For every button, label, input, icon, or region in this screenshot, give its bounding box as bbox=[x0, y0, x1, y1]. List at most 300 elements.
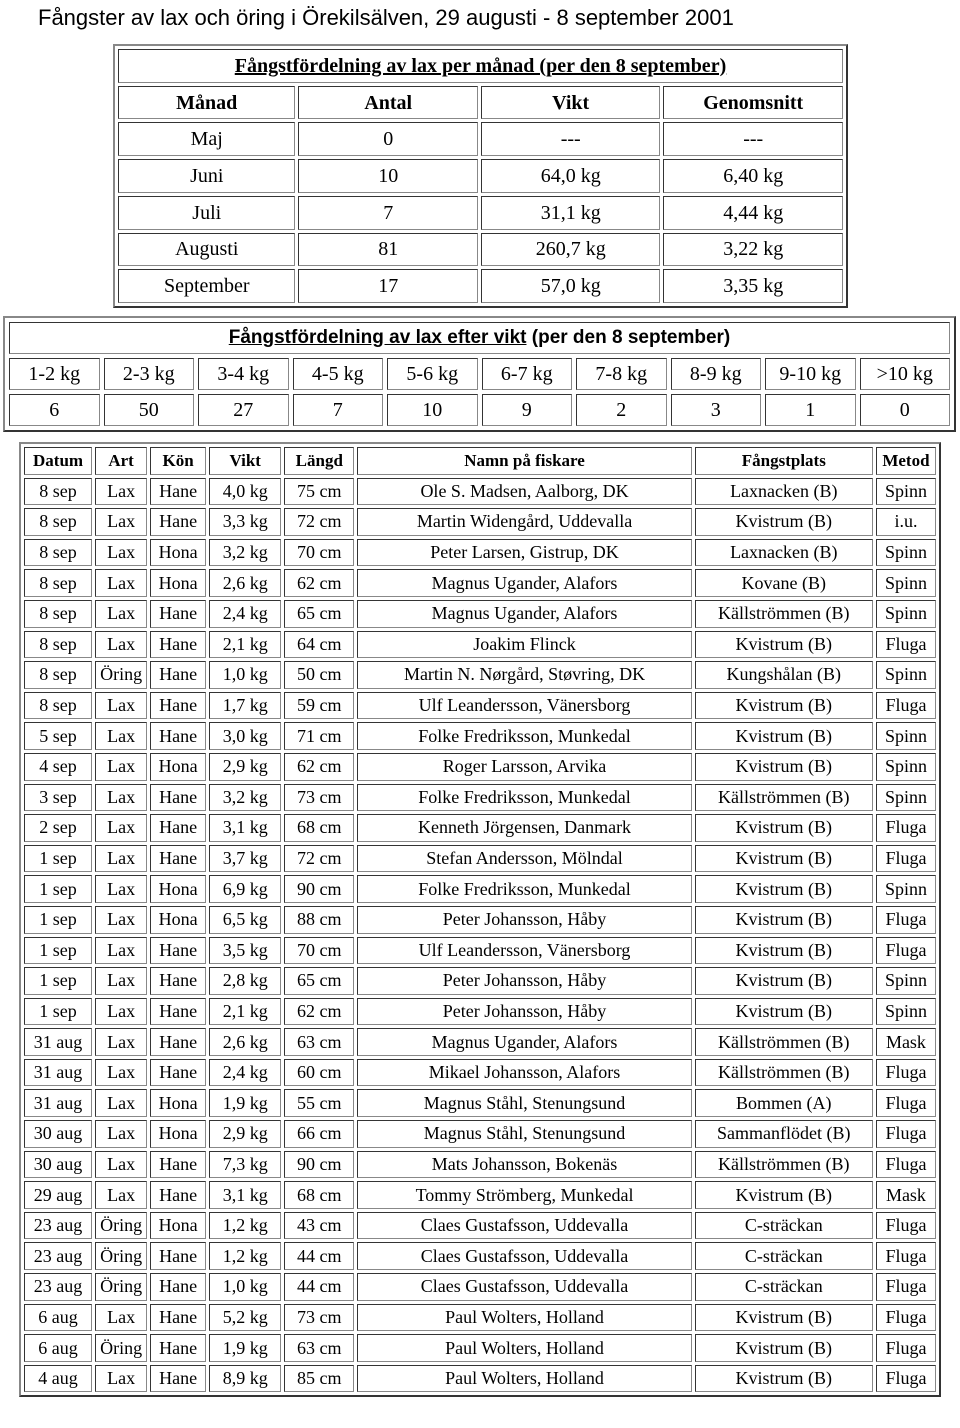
month-table-cell: 81 bbox=[298, 233, 477, 267]
catch-table-cell: 2,6 kg bbox=[209, 1028, 281, 1056]
catch-table-header: Längd bbox=[284, 447, 354, 475]
catch-table-cell: Martin N. Nørgård, Støvring, DK bbox=[357, 661, 691, 689]
catch-table-cell: 2,4 kg bbox=[209, 1059, 281, 1087]
catch-table-cell: Hona bbox=[150, 906, 206, 934]
catch-table-cell: Kvistrum (B) bbox=[695, 998, 873, 1026]
month-table-row bbox=[118, 196, 843, 230]
catch-table-cell: Källströmmen (B) bbox=[695, 1151, 873, 1179]
catch-table-cell: 2,9 kg bbox=[209, 753, 281, 781]
catch-table-cell: Sammanflödet (B) bbox=[695, 1120, 873, 1148]
catch-table-row bbox=[24, 1212, 936, 1240]
catch-table-cell: Fluga bbox=[876, 1059, 936, 1087]
catch-table-row bbox=[24, 1304, 936, 1332]
catch-table-cell: Fluga bbox=[876, 937, 936, 965]
catch-table-cell: 62 cm bbox=[284, 998, 354, 1026]
catch-table-cell: Laxnacken (B) bbox=[695, 539, 873, 567]
catch-table-cell: 3,2 kg bbox=[209, 539, 281, 567]
catch-table-cell: 50 cm bbox=[284, 661, 354, 689]
catch-table-cell: 64 cm bbox=[284, 631, 354, 659]
catch-table-cell: 90 cm bbox=[284, 1151, 354, 1179]
catch-table-cell: Hane bbox=[150, 1242, 206, 1270]
catch-table-cell: Bommen (A) bbox=[695, 1089, 873, 1117]
catch-table-cell: 1,2 kg bbox=[209, 1212, 281, 1240]
catch-table-cell: Lax bbox=[95, 478, 147, 506]
catch-table-cell: Fluga bbox=[876, 1273, 936, 1301]
catch-table-cell: Spinn bbox=[876, 600, 936, 628]
weight-count-cell: 3 bbox=[671, 394, 762, 426]
month-table-cell: --- bbox=[663, 122, 843, 156]
catch-table-cell: 88 cm bbox=[284, 906, 354, 934]
catch-table-cell: Kvistrum (B) bbox=[695, 1304, 873, 1332]
catch-table-cell: Mikael Johansson, Alafors bbox=[357, 1059, 691, 1087]
catch-table-cell: Lax bbox=[95, 1151, 147, 1179]
catch-table-cell: Lax bbox=[95, 1028, 147, 1056]
catch-table-cell: 8 sep bbox=[24, 631, 92, 659]
catch-table-cell: 44 cm bbox=[284, 1273, 354, 1301]
catch-table-cell: Fluga bbox=[876, 1365, 936, 1393]
month-table-cell: 64,0 kg bbox=[481, 159, 660, 193]
catch-table-header-row bbox=[24, 447, 936, 475]
month-table-body bbox=[118, 49, 843, 303]
catch-table-cell: Mask bbox=[876, 1028, 936, 1056]
catch-table-cell: Kungshålan (B) bbox=[695, 661, 873, 689]
catch-table-header: Datum bbox=[24, 447, 92, 475]
catch-table-cell: 55 cm bbox=[284, 1089, 354, 1117]
catch-table-cell: 4 aug bbox=[24, 1365, 92, 1393]
catch-table-cell: Lax bbox=[95, 692, 147, 720]
catch-table-row bbox=[24, 661, 936, 689]
catch-table-cell: Spinn bbox=[876, 539, 936, 567]
catch-table-row bbox=[24, 539, 936, 567]
catch-table-header: Art bbox=[95, 447, 147, 475]
catch-table-cell: 5 sep bbox=[24, 722, 92, 750]
catch-table-cell: Lax bbox=[95, 722, 147, 750]
month-table-cell: 31,1 kg bbox=[481, 196, 660, 230]
catch-table-cell: Lax bbox=[95, 875, 147, 903]
catch-table-cell: Hona bbox=[150, 1089, 206, 1117]
catch-table-cell: Lax bbox=[95, 569, 147, 597]
month-table-header-row bbox=[118, 86, 843, 120]
catch-table-cell: Hane bbox=[150, 998, 206, 1026]
catch-table-cell: Spinn bbox=[876, 661, 936, 689]
weight-table-caption-text: Fångstfördelning av lax efter vikt bbox=[228, 327, 527, 348]
catch-table-cell: 65 cm bbox=[284, 600, 354, 628]
catch-table-cell: 8,9 kg bbox=[209, 1365, 281, 1393]
catch-table-cell: Fluga bbox=[876, 845, 936, 873]
catch-table-cell: Kvistrum (B) bbox=[695, 937, 873, 965]
catch-table-cell: 72 cm bbox=[284, 508, 354, 536]
catch-table-cell: Hona bbox=[150, 1212, 206, 1240]
catch-table-cell: Hane bbox=[150, 631, 206, 659]
catch-table-cell: 85 cm bbox=[284, 1365, 354, 1393]
catch-table-cell: 65 cm bbox=[284, 967, 354, 995]
month-table-cell: 57,0 kg bbox=[481, 269, 660, 303]
catch-table-cell: Spinn bbox=[876, 753, 936, 781]
catch-table-cell: Magnus Ugander, Alafors bbox=[357, 569, 691, 597]
catch-table-cell: Ulf Leandersson, Vänersborg bbox=[357, 937, 691, 965]
catch-table-cell: 3,7 kg bbox=[209, 845, 281, 873]
catch-table-cell: Kvistrum (B) bbox=[695, 508, 873, 536]
catch-table-cell: Lax bbox=[95, 600, 147, 628]
catch-table-cell: Kvistrum (B) bbox=[695, 845, 873, 873]
weight-count-cell: 6 bbox=[9, 394, 100, 426]
month-table-cell: Augusti bbox=[118, 233, 295, 267]
catch-table-cell: 31 aug bbox=[24, 1059, 92, 1087]
catch-table-cell: Hane bbox=[150, 508, 206, 536]
catch-table-cell: Spinn bbox=[876, 722, 936, 750]
catch-table-cell: 8 sep bbox=[24, 539, 92, 567]
catch-table-cell: 31 aug bbox=[24, 1089, 92, 1117]
catch-table-cell: Fluga bbox=[876, 692, 936, 720]
catch-table-cell: 23 aug bbox=[24, 1242, 92, 1270]
month-table-cell: 3,22 kg bbox=[663, 233, 843, 267]
weight-class-cell: 6-7 kg bbox=[482, 358, 573, 390]
catch-table-cell: C-sträckan bbox=[695, 1242, 873, 1270]
catch-table-cell: Laxnacken (B) bbox=[695, 478, 873, 506]
weight-class-row bbox=[9, 358, 950, 390]
weight-class-cell: 4-5 kg bbox=[293, 358, 384, 390]
catch-table-cell: 31 aug bbox=[24, 1028, 92, 1056]
catch-table-cell: Folke Fredriksson, Munkedal bbox=[357, 722, 691, 750]
catch-table-cell: Stefan Andersson, Mölndal bbox=[357, 845, 691, 873]
month-table-caption-text: Fångstfördelning av lax per månad (per den 8 september) bbox=[234, 54, 727, 77]
catch-table-row bbox=[24, 569, 936, 597]
catch-table-cell: 6 aug bbox=[24, 1334, 92, 1362]
month-table-cell: --- bbox=[481, 122, 660, 156]
catch-list-table bbox=[19, 442, 941, 1397]
catch-table-cell: Spinn bbox=[876, 478, 936, 506]
catch-table-cell: 1,9 kg bbox=[209, 1334, 281, 1362]
catch-table-cell: Joakim Flinck bbox=[357, 631, 691, 659]
catch-table-cell: Kvistrum (B) bbox=[695, 631, 873, 659]
catch-table-cell: 8 sep bbox=[24, 661, 92, 689]
catch-table-cell: 8 sep bbox=[24, 692, 92, 720]
month-table-row bbox=[118, 159, 843, 193]
catch-table-cell: Magnus Ståhl, Stenungsund bbox=[357, 1089, 691, 1117]
catch-table-cell: Källströmmen (B) bbox=[695, 1059, 873, 1087]
catch-table-cell: Hane bbox=[150, 845, 206, 873]
catch-table-cell: Mask bbox=[876, 1181, 936, 1209]
catch-table-cell: Hona bbox=[150, 753, 206, 781]
catch-table-cell: Hane bbox=[150, 1273, 206, 1301]
weight-table-caption bbox=[9, 322, 950, 354]
catch-table-cell: 3 sep bbox=[24, 784, 92, 812]
catch-table-cell: Lax bbox=[95, 1120, 147, 1148]
catch-table-row bbox=[24, 692, 936, 720]
month-table-cell: 6,40 kg bbox=[663, 159, 843, 193]
catch-table-cell: 90 cm bbox=[284, 875, 354, 903]
catch-table-cell: Hane bbox=[150, 1181, 206, 1209]
catch-table-cell: Hane bbox=[150, 967, 206, 995]
catch-table-cell: Öring bbox=[95, 1212, 147, 1240]
catch-table-row bbox=[24, 1151, 936, 1179]
catch-table-cell: 30 aug bbox=[24, 1120, 92, 1148]
catch-table-cell: 72 cm bbox=[284, 845, 354, 873]
catch-table-cell: Hona bbox=[150, 539, 206, 567]
catch-table-cell: Lax bbox=[95, 784, 147, 812]
weight-class-cell: >10 kg bbox=[860, 358, 951, 390]
catch-table-cell: Hane bbox=[150, 814, 206, 842]
catch-table-row bbox=[24, 937, 936, 965]
month-table-cell: 4,44 kg bbox=[663, 196, 843, 230]
catch-table-cell: Hane bbox=[150, 1151, 206, 1179]
catch-table-cell: Kovane (B) bbox=[695, 569, 873, 597]
catch-table-cell: Lax bbox=[95, 845, 147, 873]
catch-table-cell: Claes Gustafsson, Uddevalla bbox=[357, 1242, 691, 1270]
catch-table-cell: 43 cm bbox=[284, 1212, 354, 1240]
catch-table-row bbox=[24, 784, 936, 812]
month-table-cell: Juli bbox=[118, 196, 295, 230]
catch-table-cell: Peter Johansson, Håby bbox=[357, 998, 691, 1026]
month-table-cell: September bbox=[118, 269, 295, 303]
month-table-header: Månad bbox=[118, 86, 295, 120]
catch-table-cell: Kvistrum (B) bbox=[695, 1181, 873, 1209]
catch-table-cell: Fluga bbox=[876, 1242, 936, 1270]
catch-table-row bbox=[24, 814, 936, 842]
catch-table-cell: 1,0 kg bbox=[209, 661, 281, 689]
catch-table-cell: Hane bbox=[150, 937, 206, 965]
catch-table-cell: Lax bbox=[95, 1089, 147, 1117]
weight-class-cell: 5-6 kg bbox=[387, 358, 478, 390]
month-table-header: Antal bbox=[298, 86, 477, 120]
catch-table-cell: 1,0 kg bbox=[209, 1273, 281, 1301]
catch-table-cell: 1,9 kg bbox=[209, 1089, 281, 1117]
catch-table-cell: Magnus Ugander, Alafors bbox=[357, 1028, 691, 1056]
catch-table-cell: Lax bbox=[95, 906, 147, 934]
catch-table-cell: 68 cm bbox=[284, 814, 354, 842]
catch-table-cell: 29 aug bbox=[24, 1181, 92, 1209]
catch-table-cell: Källströmmen (B) bbox=[695, 784, 873, 812]
catch-table-cell: Fluga bbox=[876, 1334, 936, 1362]
weight-class-cell: 7-8 kg bbox=[576, 358, 667, 390]
catch-table-cell: 3,2 kg bbox=[209, 784, 281, 812]
catch-table-cell: Hane bbox=[150, 722, 206, 750]
catch-table-cell: 2,6 kg bbox=[209, 569, 281, 597]
catch-table-cell: Kenneth Jörgensen, Danmark bbox=[357, 814, 691, 842]
catch-table-row bbox=[24, 845, 936, 873]
catch-table-cell: Fluga bbox=[876, 1151, 936, 1179]
catch-table-cell: 6,5 kg bbox=[209, 906, 281, 934]
catch-table-row bbox=[24, 1273, 936, 1301]
catch-table-cell: Fluga bbox=[876, 1212, 936, 1240]
weight-count-cell: 2 bbox=[576, 394, 667, 426]
month-table-header: Genomsnitt bbox=[663, 86, 843, 120]
catch-table-header: Vikt bbox=[209, 447, 281, 475]
catch-table-cell: Öring bbox=[95, 1334, 147, 1362]
catch-table-cell: 23 aug bbox=[24, 1212, 92, 1240]
catch-table-cell: Lax bbox=[95, 631, 147, 659]
catch-table-cell: 4,0 kg bbox=[209, 478, 281, 506]
catch-table-cell: 44 cm bbox=[284, 1242, 354, 1270]
month-table-cell: 17 bbox=[298, 269, 477, 303]
catch-table-cell: 3,1 kg bbox=[209, 1181, 281, 1209]
month-table-cell: 10 bbox=[298, 159, 477, 193]
catch-table-cell: Paul Wolters, Holland bbox=[357, 1304, 691, 1332]
catch-table-cell: 7,3 kg bbox=[209, 1151, 281, 1179]
catch-table-cell: Folke Fredriksson, Munkedal bbox=[357, 875, 691, 903]
catch-table-cell: 73 cm bbox=[284, 784, 354, 812]
page-title: Fångster av lax och öring i Örekilsälven, 29 augusti - 8 september 2001 bbox=[38, 5, 734, 30]
weight-table-body bbox=[9, 322, 950, 426]
weight-table-caption-suffix: (per den 8 september) bbox=[526, 327, 731, 348]
catch-table-cell: Kvistrum (B) bbox=[695, 692, 873, 720]
catch-table-cell: 1,2 kg bbox=[209, 1242, 281, 1270]
catch-table-cell: Spinn bbox=[876, 967, 936, 995]
weight-count-cell: 27 bbox=[198, 394, 289, 426]
catch-table-header: Fångstplats bbox=[695, 447, 873, 475]
catch-table-cell: 3,1 kg bbox=[209, 814, 281, 842]
weight-table-caption-row bbox=[9, 322, 950, 354]
catch-table-cell: Claes Gustafsson, Uddevalla bbox=[357, 1212, 691, 1240]
catch-table-cell: Hane bbox=[150, 1304, 206, 1332]
catch-table-cell: Fluga bbox=[876, 631, 936, 659]
catch-table-cell: Roger Larsson, Arvika bbox=[357, 753, 691, 781]
catch-table-cell: 23 aug bbox=[24, 1273, 92, 1301]
catch-table-cell: Hane bbox=[150, 1028, 206, 1056]
catch-table-row bbox=[24, 998, 936, 1026]
catch-table-cell: 1 sep bbox=[24, 906, 92, 934]
catch-table-cell: Hane bbox=[150, 1059, 206, 1087]
catch-table-cell: Peter Johansson, Håby bbox=[357, 906, 691, 934]
catch-table-cell: Fluga bbox=[876, 1089, 936, 1117]
weight-distribution-table bbox=[3, 316, 956, 432]
catch-table-cell: Peter Johansson, Håby bbox=[357, 967, 691, 995]
catch-table-cell: 63 cm bbox=[284, 1334, 354, 1362]
catch-table-cell: 6 aug bbox=[24, 1304, 92, 1332]
catch-table-row bbox=[24, 1181, 936, 1209]
catch-table-cell: Folke Fredriksson, Munkedal bbox=[357, 784, 691, 812]
catch-table-cell: 2 sep bbox=[24, 814, 92, 842]
catch-table-cell: Paul Wolters, Holland bbox=[357, 1365, 691, 1393]
catch-table-cell: 63 cm bbox=[284, 1028, 354, 1056]
catch-table-row bbox=[24, 1242, 936, 1270]
catch-table-row bbox=[24, 631, 936, 659]
weight-class-cell: 9-10 kg bbox=[765, 358, 856, 390]
catch-table-cell: 66 cm bbox=[284, 1120, 354, 1148]
catch-table-cell: 2,4 kg bbox=[209, 600, 281, 628]
catch-table-cell: Spinn bbox=[876, 569, 936, 597]
weight-class-cell: 8-9 kg bbox=[671, 358, 762, 390]
catch-table-cell: Spinn bbox=[876, 784, 936, 812]
catch-table-cell: 3,0 kg bbox=[209, 722, 281, 750]
catch-table-cell: Lax bbox=[95, 998, 147, 1026]
catch-table-cell: Hona bbox=[150, 1120, 206, 1148]
catch-table-cell: 68 cm bbox=[284, 1181, 354, 1209]
month-table-cell: 0 bbox=[298, 122, 477, 156]
catch-table-cell: Martin Widengård, Uddevalla bbox=[357, 508, 691, 536]
weight-class-cell: 2-3 kg bbox=[104, 358, 195, 390]
month-table-cell: Maj bbox=[118, 122, 295, 156]
catch-table-cell: 75 cm bbox=[284, 478, 354, 506]
catch-table-cell: Lax bbox=[95, 967, 147, 995]
month-table-caption-row bbox=[118, 49, 843, 83]
catch-table-cell: Ulf Leandersson, Vänersborg bbox=[357, 692, 691, 720]
catch-table-cell: Spinn bbox=[876, 875, 936, 903]
catch-table-cell: Paul Wolters, Holland bbox=[357, 1334, 691, 1362]
catch-table-cell: 1 sep bbox=[24, 967, 92, 995]
catch-table-cell: Hane bbox=[150, 1334, 206, 1362]
catch-table-cell: 8 sep bbox=[24, 508, 92, 536]
catch-table-cell: Hane bbox=[150, 1365, 206, 1393]
weight-class-cell: 3-4 kg bbox=[198, 358, 289, 390]
catch-table-cell: 2,1 kg bbox=[209, 631, 281, 659]
catch-table-row bbox=[24, 967, 936, 995]
catch-table-cell: C-sträckan bbox=[695, 1212, 873, 1240]
catch-table-cell: 1 sep bbox=[24, 845, 92, 873]
catch-table-row bbox=[24, 875, 936, 903]
catch-table-cell: 5,2 kg bbox=[209, 1304, 281, 1332]
month-table-header: Vikt bbox=[481, 86, 660, 120]
catch-table-cell: Fluga bbox=[876, 1304, 936, 1332]
catch-table-cell: Lax bbox=[95, 1365, 147, 1393]
catch-table-cell: 60 cm bbox=[284, 1059, 354, 1087]
catch-table-cell: 2,9 kg bbox=[209, 1120, 281, 1148]
catch-table-cell: Fluga bbox=[876, 906, 936, 934]
month-table-cell: Juni bbox=[118, 159, 295, 193]
catch-table-cell: Hane bbox=[150, 692, 206, 720]
catch-table-header: Metod bbox=[876, 447, 936, 475]
catch-table-row bbox=[24, 1334, 936, 1362]
catch-table-row bbox=[24, 478, 936, 506]
catch-table-cell: 3,3 kg bbox=[209, 508, 281, 536]
catch-table-header: Namn på fiskare bbox=[357, 447, 691, 475]
catch-table-cell: 2,1 kg bbox=[209, 998, 281, 1026]
catch-table-cell: Spinn bbox=[876, 998, 936, 1026]
catch-table-cell: 62 cm bbox=[284, 569, 354, 597]
catch-table-cell: 6,9 kg bbox=[209, 875, 281, 903]
catch-table-cell: Claes Gustafsson, Uddevalla bbox=[357, 1273, 691, 1301]
catch-table-cell: Lax bbox=[95, 508, 147, 536]
catch-table-cell: Hane bbox=[150, 661, 206, 689]
catch-table-cell: Magnus Ugander, Alafors bbox=[357, 600, 691, 628]
catch-table-cell: Kvistrum (B) bbox=[695, 1365, 873, 1393]
catch-table-cell: Peter Larsen, Gistrup, DK bbox=[357, 539, 691, 567]
weight-class-cell: 1-2 kg bbox=[9, 358, 100, 390]
catch-table-row bbox=[24, 1120, 936, 1148]
catch-table-cell: 2,8 kg bbox=[209, 967, 281, 995]
weight-count-cell: 0 bbox=[860, 394, 951, 426]
catch-table-cell: 8 sep bbox=[24, 600, 92, 628]
catch-table-cell: 30 aug bbox=[24, 1151, 92, 1179]
catch-table-cell: Lax bbox=[95, 814, 147, 842]
catch-table-cell: 8 sep bbox=[24, 478, 92, 506]
catch-table-cell: 59 cm bbox=[284, 692, 354, 720]
catch-table-cell: 70 cm bbox=[284, 937, 354, 965]
month-table-caption bbox=[118, 49, 843, 83]
catch-table-cell: Lax bbox=[95, 753, 147, 781]
catch-table-cell: Fluga bbox=[876, 1120, 936, 1148]
catch-table-cell: Hane bbox=[150, 600, 206, 628]
catch-table-cell: 3,5 kg bbox=[209, 937, 281, 965]
month-table-cell: 260,7 kg bbox=[481, 233, 660, 267]
catch-table-cell: Hane bbox=[150, 478, 206, 506]
catch-table-cell: Mats Johansson, Bokenäs bbox=[357, 1151, 691, 1179]
catch-table-row bbox=[24, 722, 936, 750]
catch-table-row bbox=[24, 508, 936, 536]
weight-count-cell: 7 bbox=[293, 394, 384, 426]
catch-table-cell: 1 sep bbox=[24, 875, 92, 903]
catch-table-cell: 4 sep bbox=[24, 753, 92, 781]
weight-count-cell: 50 bbox=[104, 394, 195, 426]
catch-table-cell: Kvistrum (B) bbox=[695, 753, 873, 781]
catch-table-cell: Lax bbox=[95, 1181, 147, 1209]
catch-table-cell: 1,7 kg bbox=[209, 692, 281, 720]
month-table-cell: 3,35 kg bbox=[663, 269, 843, 303]
catch-table-cell: i.u. bbox=[876, 508, 936, 536]
catch-table-cell: Lax bbox=[95, 1059, 147, 1087]
month-table-row bbox=[118, 269, 843, 303]
catch-table-row bbox=[24, 1059, 936, 1087]
